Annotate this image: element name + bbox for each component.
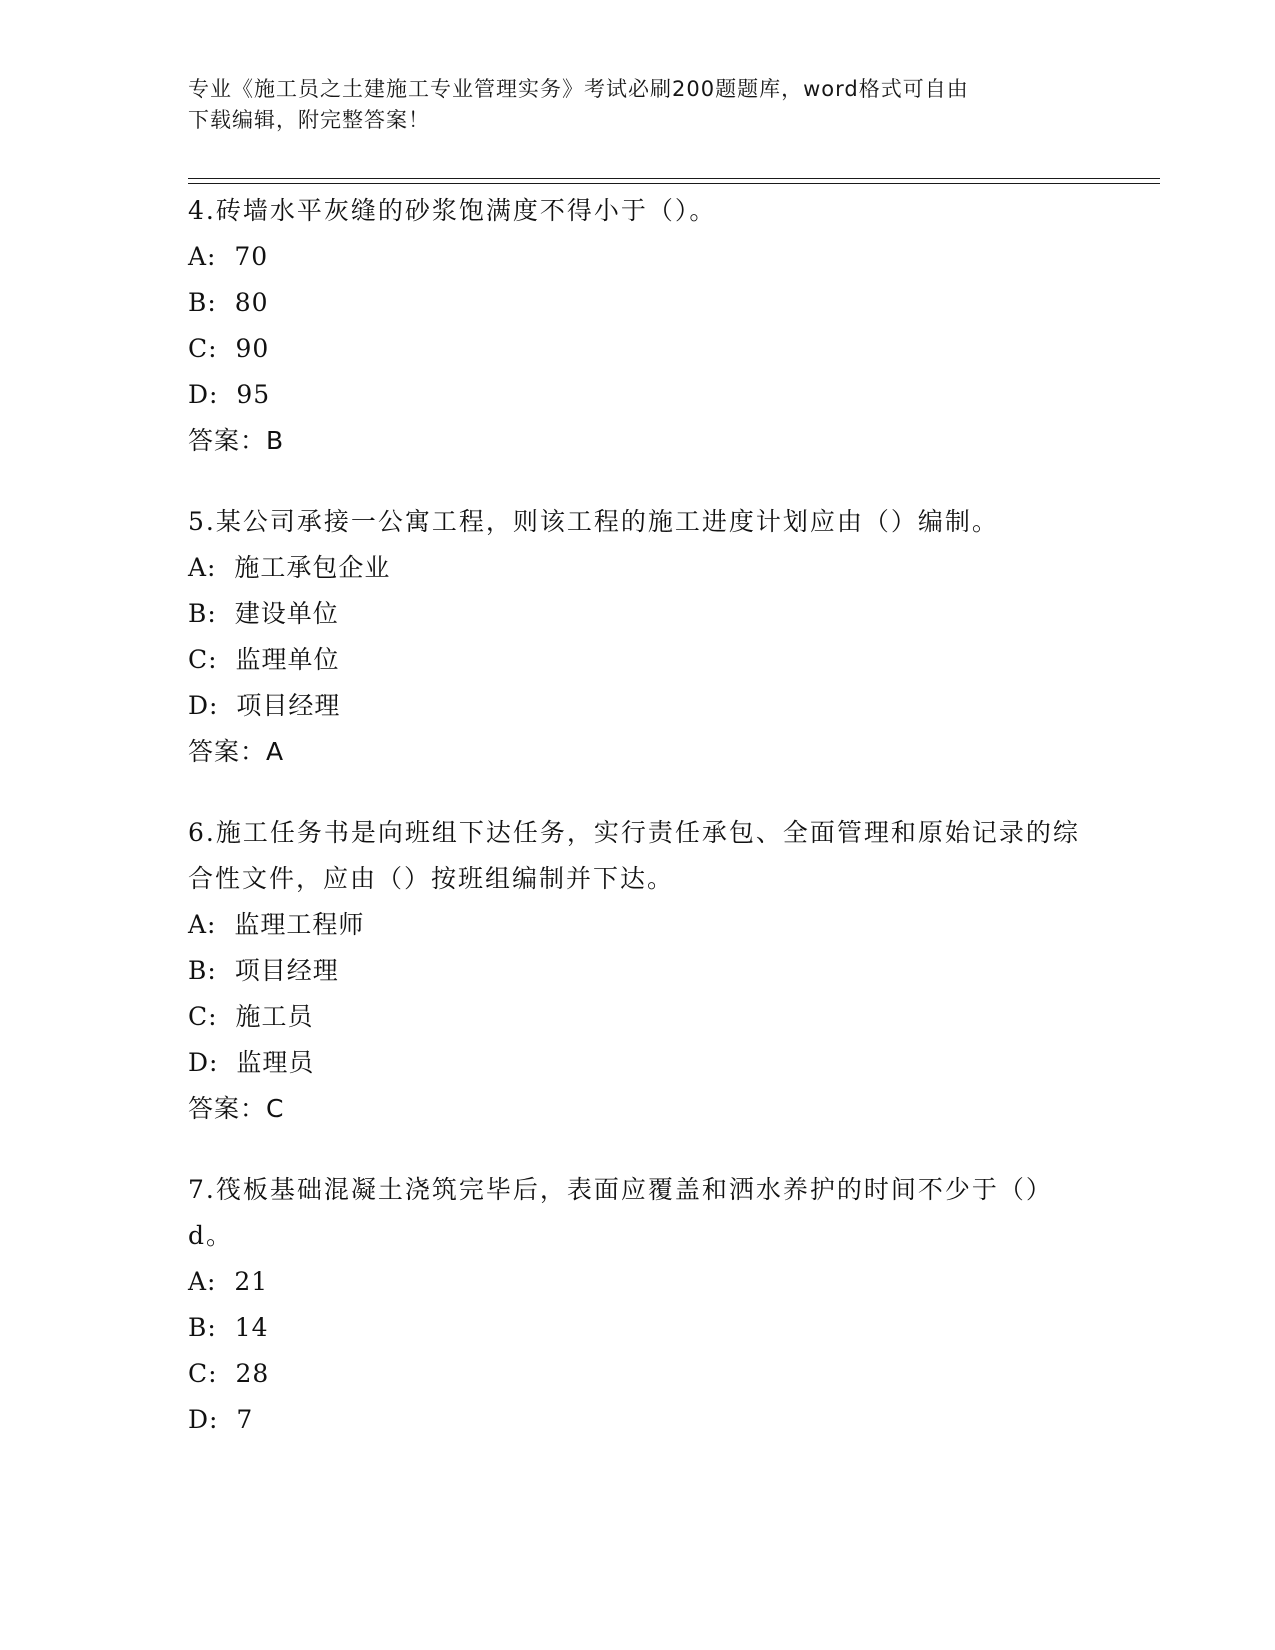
question-stem: 4.砖墙水平灰缝的砂浆饱满度不得小于（）。: [188, 196, 717, 225]
answer-line: 答案：A: [188, 737, 285, 766]
question-6: [188, 810, 1088, 1132]
option-a: A: 70: [188, 242, 269, 271]
option-b: B: 14: [188, 1313, 269, 1342]
option-c: C: 监理单位: [188, 645, 340, 674]
question-list: [188, 188, 1088, 1478]
header-line-1: 专业《施工员之土建施工专业管理实务》考试必刷200题题库，word格式可自由: [188, 77, 969, 101]
header-divider-bottom: [188, 183, 1160, 184]
option-a: A: 21: [188, 1267, 269, 1296]
option-a: A: 施工承包企业: [188, 553, 391, 582]
document-header: [188, 74, 1078, 136]
question-stem: 6.施工任务书是向班组下达任务，实行责任承包、全面管理和原始记录的综合性文件，应由（）按班组编制并下达。: [188, 818, 1080, 893]
answer-line: 答案：C: [188, 1094, 285, 1123]
question-4: [188, 188, 1088, 464]
option-d: D: 95: [188, 380, 271, 409]
option-c: C: 28: [188, 1359, 270, 1388]
option-c: C: 90: [188, 334, 270, 363]
option-b: B: 项目经理: [188, 956, 339, 985]
question-7: [188, 1167, 1088, 1443]
header-divider-top: [188, 178, 1160, 179]
option-d: D: 监理员: [188, 1048, 315, 1077]
option-b: B: 建设单位: [188, 599, 339, 628]
option-d: D: 7: [188, 1405, 254, 1434]
question-stem: 7.筏板基础混凝土浇筑完毕后，表面应覆盖和洒水养护的时间不少于（）d。: [188, 1175, 1053, 1250]
answer-line: 答案：B: [188, 426, 285, 455]
option-d: D: 项目经理: [188, 691, 341, 720]
question-5: [188, 499, 1088, 775]
question-stem: 5.某公司承接一公寓工程，则该工程的施工进度计划应由（）编制。: [188, 507, 999, 536]
option-b: B: 80: [188, 288, 269, 317]
header-line-2: 下载编辑，附完整答案！: [188, 108, 430, 132]
option-a: A: 监理工程师: [188, 910, 365, 939]
option-c: C: 施工员: [188, 1002, 314, 1031]
